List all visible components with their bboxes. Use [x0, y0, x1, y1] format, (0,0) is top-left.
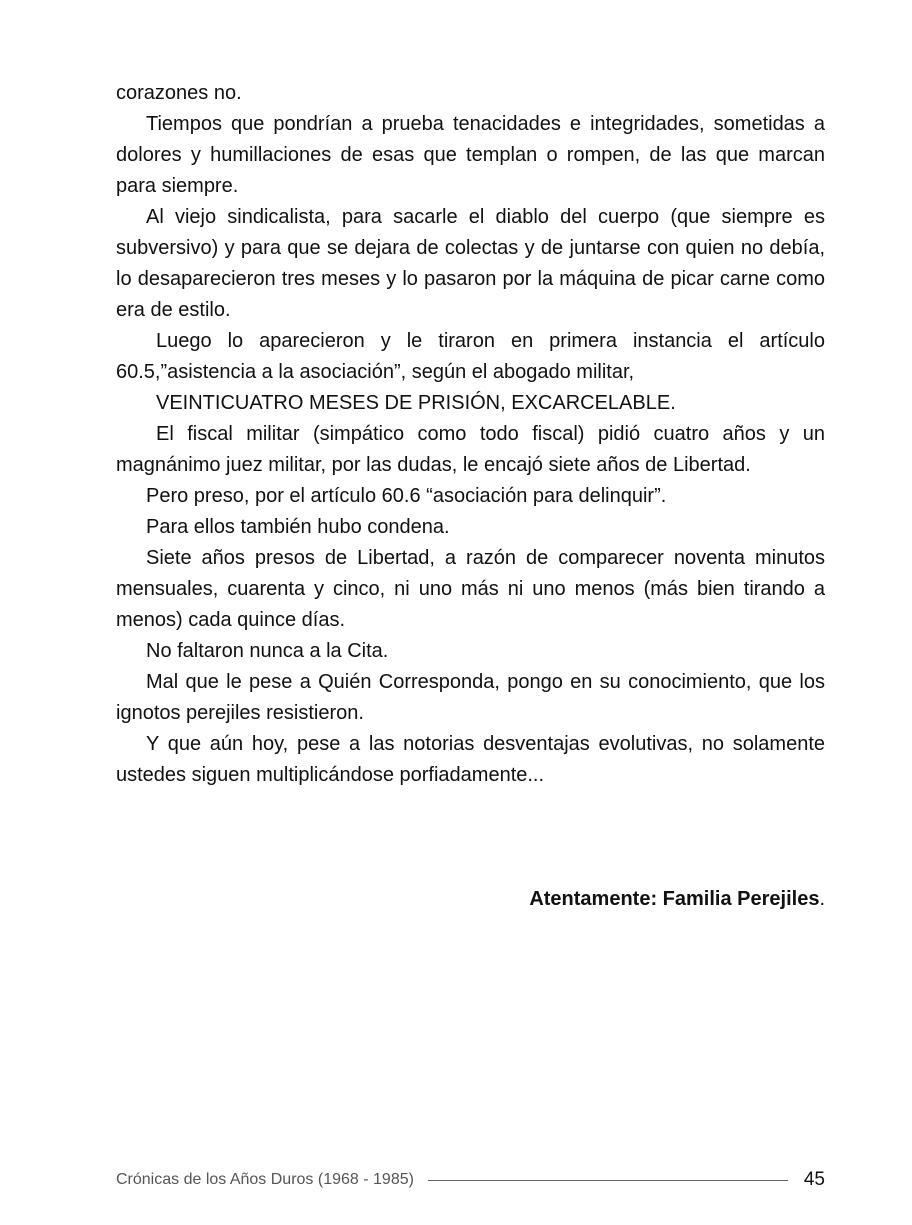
paragraph: No faltaron nunca a la Cita. [146, 640, 389, 662]
paragraph: corazones no. [116, 82, 242, 104]
paragraph: Y que aún hoy, pese a las notorias desventajas evolutivas, no solamente ustedes siguen multiplicándose porfiadamente... [116, 733, 825, 786]
paragraph: Para ellos también hubo condena. [146, 516, 450, 538]
signature-text: Atentamente: Familia Perejiles [529, 888, 820, 910]
footer-divider [428, 1180, 788, 1181]
paragraph: Siete años presos de Libertad, a razón de comparecer noventa minutos mensuales, cuarenta y cinco, ni uno más ni uno menos (más bien tirando a menos) cada quince días. [116, 547, 825, 631]
paragraph: Tiempos que pondrían a prueba tenacidades e integridades, sometidas a dolores y humillaciones de esas que templan o rompen, de las que marcan para siempre. [116, 113, 825, 197]
page-body [116, 78, 825, 791]
paragraph: VEINTICUATRO MESES DE PRISIÓN, EXCARCELABLE. [156, 392, 676, 414]
page-footer [116, 1166, 825, 1194]
paragraph: El fiscal militar (simpático como todo fiscal) pidió cuatro años y un magnánimo juez militar, por las dudas, le encajó siete años de Libertad. [116, 423, 825, 476]
page-number: 45 [803, 1169, 825, 1190]
paragraph: Pero preso, por el artículo 60.6 “asociación para delinquir”. [146, 485, 667, 507]
footer-book-title: Crónicas de los Años Duros (1968 - 1985) [116, 1171, 414, 1188]
paragraph: Mal que le pese a Quién Corresponda, pongo en su conocimiento, que los ignotos perejiles resistieron. [116, 671, 825, 724]
signature-period: . [819, 888, 825, 910]
signature [116, 884, 825, 915]
paragraph: Luego lo aparecieron y le tiraron en primera instancia el artículo 60.5,”asistencia a la asociación”, según el abogado militar, [116, 330, 825, 383]
paragraph: Al viejo sindicalista, para sacarle el diablo del cuerpo (que siempre es subversivo) y para que se dejara de colectas y de juntarse con quien no debía, lo desaparecieron tres meses y lo pasaron por la máquina de picar carne como era de estilo. [116, 206, 825, 321]
